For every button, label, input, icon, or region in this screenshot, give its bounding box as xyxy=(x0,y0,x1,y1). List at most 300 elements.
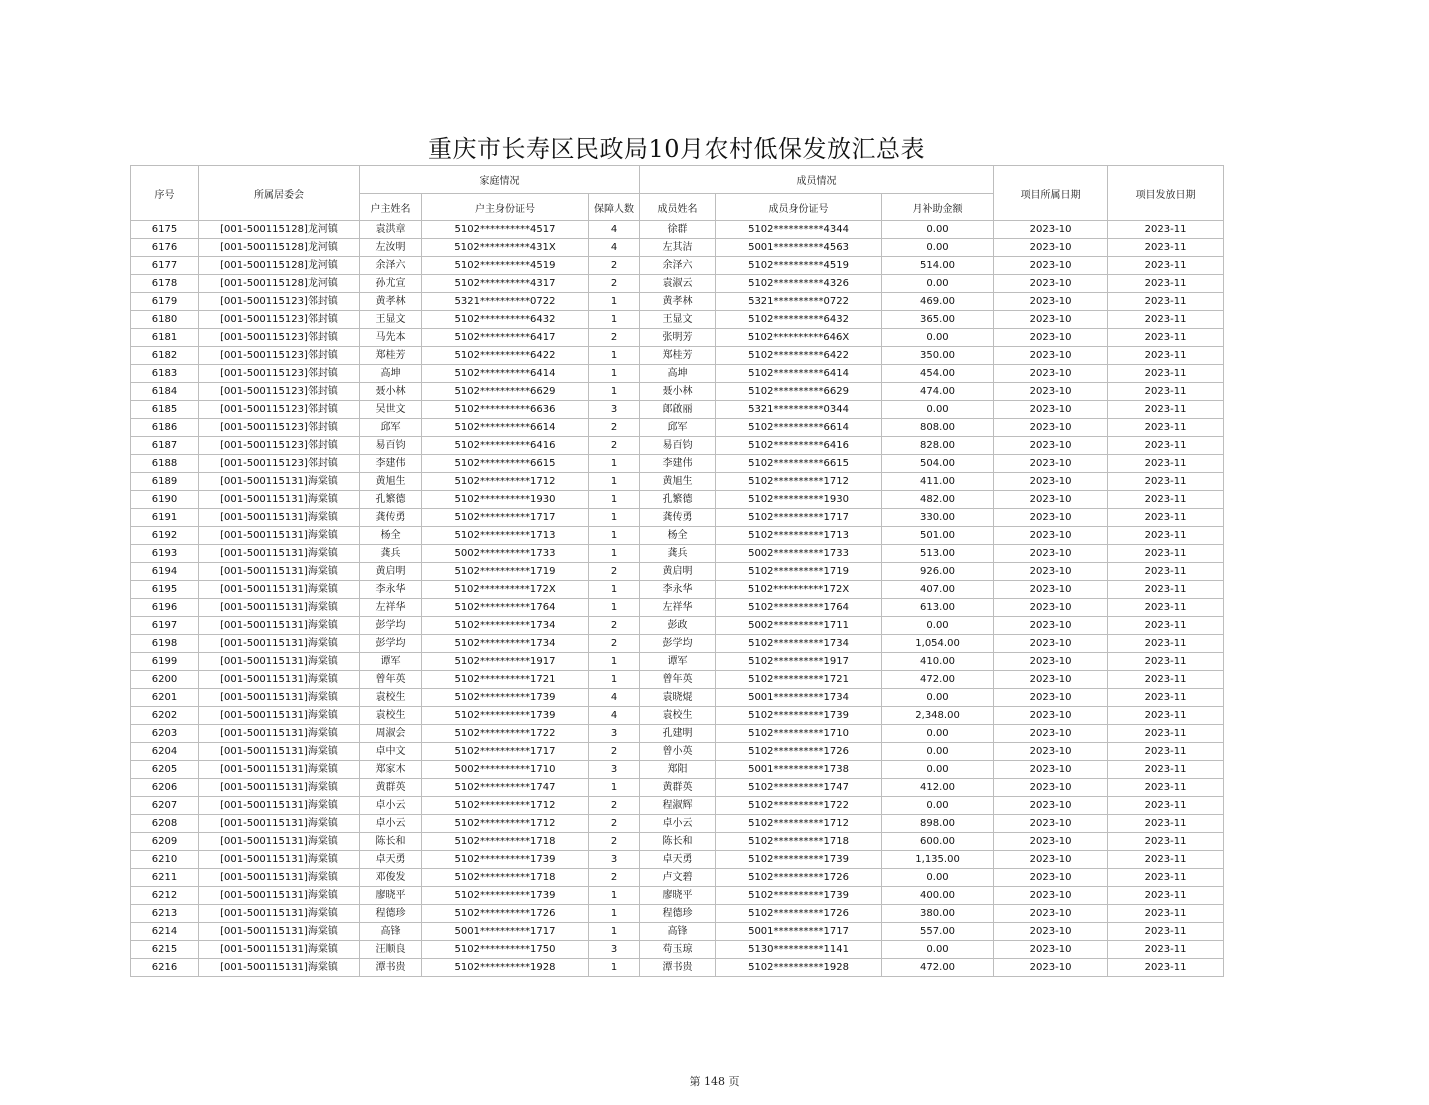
issue-cell: 2023-11 xyxy=(1108,311,1224,329)
covered-cell: 2 xyxy=(589,797,640,815)
subsidy-cell: 0.00 xyxy=(882,725,994,743)
head-name-cell: 易百钧 xyxy=(360,437,422,455)
member-id-cell: 5102**********1734 xyxy=(716,635,882,653)
member-name-cell: 龚兵 xyxy=(640,545,716,563)
covered-cell: 3 xyxy=(589,401,640,419)
member-name-cell: 张明芳 xyxy=(640,329,716,347)
member-id-cell: 5002**********1733 xyxy=(716,545,882,563)
issue-cell: 2023-11 xyxy=(1108,329,1224,347)
seq-cell: 6198 xyxy=(131,635,199,653)
head-id-cell: 5102**********1712 xyxy=(422,797,589,815)
head-id-cell: 5102**********1750 xyxy=(422,941,589,959)
header-issue: 项目发放日期 xyxy=(1108,166,1224,221)
head-id-cell: 5102**********1718 xyxy=(422,833,589,851)
covered-cell: 1 xyxy=(589,527,640,545)
member-id-cell: 5102**********1917 xyxy=(716,653,882,671)
subsidy-cell: 472.00 xyxy=(882,671,994,689)
head-name-cell: 邱军 xyxy=(360,419,422,437)
subsidy-cell: 514.00 xyxy=(882,257,994,275)
head-name-cell: 龚传勇 xyxy=(360,509,422,527)
subsidy-cell: 501.00 xyxy=(882,527,994,545)
covered-cell: 1 xyxy=(589,383,640,401)
period-cell: 2023-10 xyxy=(994,707,1108,725)
table-row xyxy=(131,797,1224,815)
member-id-cell: 5321**********0722 xyxy=(716,293,882,311)
table-row xyxy=(131,347,1224,365)
community-cell: [001-500115131]海棠镇 xyxy=(199,725,360,743)
period-cell: 2023-10 xyxy=(994,455,1108,473)
subsidy-cell: 0.00 xyxy=(882,239,994,257)
head-name-cell: 聂小林 xyxy=(360,383,422,401)
table-row xyxy=(131,383,1224,401)
head-id-cell: 5102**********6614 xyxy=(422,419,589,437)
table-row xyxy=(131,473,1224,491)
covered-cell: 1 xyxy=(589,455,640,473)
subsidy-cell: 557.00 xyxy=(882,923,994,941)
table-row xyxy=(131,545,1224,563)
head-id-cell: 5102**********1739 xyxy=(422,851,589,869)
period-cell: 2023-10 xyxy=(994,221,1108,239)
head-name-cell: 彭学均 xyxy=(360,635,422,653)
community-cell: [001-500115131]海棠镇 xyxy=(199,869,360,887)
issue-cell: 2023-11 xyxy=(1108,527,1224,545)
member-id-cell: 5102**********172X xyxy=(716,581,882,599)
member-id-cell: 5102**********1764 xyxy=(716,599,882,617)
head-id-cell: 5102**********1717 xyxy=(422,743,589,761)
subsidy-cell: 0.00 xyxy=(882,869,994,887)
seq-cell: 6200 xyxy=(131,671,199,689)
page-title: 重庆市长寿区民政局10月农村低保发放汇总表 xyxy=(427,135,926,163)
community-cell: [001-500115131]海棠镇 xyxy=(199,527,360,545)
community-cell: [001-500115131]海棠镇 xyxy=(199,617,360,635)
issue-cell: 2023-11 xyxy=(1108,401,1224,419)
member-name-cell: 孔建明 xyxy=(640,725,716,743)
community-cell: [001-500115131]海棠镇 xyxy=(199,851,360,869)
table-row xyxy=(131,275,1224,293)
community-cell: [001-500115131]海棠镇 xyxy=(199,887,360,905)
member-id-cell: 5102**********1722 xyxy=(716,797,882,815)
issue-cell: 2023-11 xyxy=(1108,905,1224,923)
member-id-cell: 5102**********1712 xyxy=(716,473,882,491)
period-cell: 2023-10 xyxy=(994,671,1108,689)
community-cell: [001-500115131]海棠镇 xyxy=(199,671,360,689)
subsidy-cell: 600.00 xyxy=(882,833,994,851)
community-cell: [001-500115131]海棠镇 xyxy=(199,923,360,941)
community-cell: [001-500115123]邻封镇 xyxy=(199,383,360,401)
seq-cell: 6216 xyxy=(131,959,199,977)
issue-cell: 2023-11 xyxy=(1108,491,1224,509)
head-id-cell: 5102**********6414 xyxy=(422,365,589,383)
member-id-cell: 5102**********1713 xyxy=(716,527,882,545)
issue-cell: 2023-11 xyxy=(1108,383,1224,401)
head-id-cell: 5102**********1721 xyxy=(422,671,589,689)
period-cell: 2023-10 xyxy=(994,293,1108,311)
period-cell: 2023-10 xyxy=(994,545,1108,563)
head-id-cell: 5321**********0722 xyxy=(422,293,589,311)
head-name-cell: 黄孝林 xyxy=(360,293,422,311)
member-id-cell: 5102**********6416 xyxy=(716,437,882,455)
period-cell: 2023-10 xyxy=(994,743,1108,761)
seq-cell: 6178 xyxy=(131,275,199,293)
member-name-cell: 彭学均 xyxy=(640,635,716,653)
issue-cell: 2023-11 xyxy=(1108,599,1224,617)
head-name-cell: 郑家木 xyxy=(360,761,422,779)
table-row xyxy=(131,671,1224,689)
period-cell: 2023-10 xyxy=(994,275,1108,293)
member-name-cell: 聂小林 xyxy=(640,383,716,401)
subsidy-cell: 472.00 xyxy=(882,959,994,977)
head-name-cell: 左汝明 xyxy=(360,239,422,257)
community-cell: [001-500115131]海棠镇 xyxy=(199,581,360,599)
covered-cell: 2 xyxy=(589,437,640,455)
covered-cell: 1 xyxy=(589,887,640,905)
head-name-cell: 孔繁德 xyxy=(360,491,422,509)
table-row xyxy=(131,311,1224,329)
covered-cell: 2 xyxy=(589,563,640,581)
covered-cell: 4 xyxy=(589,239,640,257)
member-name-cell: 袁晓焜 xyxy=(640,689,716,707)
member-name-cell: 王显文 xyxy=(640,311,716,329)
head-id-cell: 5102**********1747 xyxy=(422,779,589,797)
period-cell: 2023-10 xyxy=(994,491,1108,509)
community-cell: [001-500115131]海棠镇 xyxy=(199,545,360,563)
head-id-cell: 5002**********1710 xyxy=(422,761,589,779)
head-id-cell: 5102**********1719 xyxy=(422,563,589,581)
member-name-cell: 易百钧 xyxy=(640,437,716,455)
seq-cell: 6182 xyxy=(131,347,199,365)
member-name-cell: 李永华 xyxy=(640,581,716,599)
community-cell: [001-500115131]海棠镇 xyxy=(199,905,360,923)
member-id-cell: 5102**********1721 xyxy=(716,671,882,689)
head-id-cell: 5102**********1739 xyxy=(422,707,589,725)
head-name-cell: 袁校生 xyxy=(360,689,422,707)
issue-cell: 2023-11 xyxy=(1108,797,1224,815)
head-id-cell: 5102**********1717 xyxy=(422,509,589,527)
community-cell: [001-500115123]邻封镇 xyxy=(199,329,360,347)
head-id-cell: 5102**********1726 xyxy=(422,905,589,923)
community-cell: [001-500115123]邻封镇 xyxy=(199,347,360,365)
member-name-cell: 左祥华 xyxy=(640,599,716,617)
community-cell: [001-500115128]龙河镇 xyxy=(199,275,360,293)
subsidy-cell: 0.00 xyxy=(882,941,994,959)
subsidy-cell: 380.00 xyxy=(882,905,994,923)
head-name-cell: 黄启明 xyxy=(360,563,422,581)
subsidy-cell: 454.00 xyxy=(882,365,994,383)
subsidy-cell: 0.00 xyxy=(882,689,994,707)
subsidy-cell: 1,054.00 xyxy=(882,635,994,653)
header-community: 所属居委会 xyxy=(199,166,360,221)
issue-cell: 2023-11 xyxy=(1108,257,1224,275)
head-name-cell: 卓小云 xyxy=(360,797,422,815)
head-id-cell: 5102**********4517 xyxy=(422,221,589,239)
seq-cell: 6214 xyxy=(131,923,199,941)
seq-cell: 6176 xyxy=(131,239,199,257)
header-period: 项目所属日期 xyxy=(994,166,1108,221)
seq-cell: 6189 xyxy=(131,473,199,491)
community-cell: [001-500115131]海棠镇 xyxy=(199,797,360,815)
covered-cell: 4 xyxy=(589,689,640,707)
period-cell: 2023-10 xyxy=(994,419,1108,437)
head-name-cell: 周淑会 xyxy=(360,725,422,743)
table-row xyxy=(131,707,1224,725)
issue-cell: 2023-11 xyxy=(1108,761,1224,779)
covered-cell: 1 xyxy=(589,473,640,491)
member-name-cell: 孔繁德 xyxy=(640,491,716,509)
issue-cell: 2023-11 xyxy=(1108,779,1224,797)
head-name-cell: 余泽六 xyxy=(360,257,422,275)
head-id-cell: 5102**********1734 xyxy=(422,635,589,653)
issue-cell: 2023-11 xyxy=(1108,419,1224,437)
head-name-cell: 孙尤宣 xyxy=(360,275,422,293)
community-cell: [001-500115128]龙河镇 xyxy=(199,239,360,257)
subsidy-cell: 474.00 xyxy=(882,383,994,401)
table-row xyxy=(131,329,1224,347)
community-cell: [001-500115131]海棠镇 xyxy=(199,635,360,653)
member-name-cell: 高坤 xyxy=(640,365,716,383)
community-cell: [001-500115131]海棠镇 xyxy=(199,815,360,833)
member-name-cell: 黄孝林 xyxy=(640,293,716,311)
period-cell: 2023-10 xyxy=(994,617,1108,635)
member-name-cell: 余泽六 xyxy=(640,257,716,275)
header-covered: 保障人数 xyxy=(589,194,640,221)
subsidy-cell: 482.00 xyxy=(882,491,994,509)
head-name-cell: 王显文 xyxy=(360,311,422,329)
issue-cell: 2023-11 xyxy=(1108,725,1224,743)
period-cell: 2023-10 xyxy=(994,923,1108,941)
covered-cell: 2 xyxy=(589,743,640,761)
community-cell: [001-500115123]邻封镇 xyxy=(199,365,360,383)
period-cell: 2023-10 xyxy=(994,797,1108,815)
subsidy-cell: 407.00 xyxy=(882,581,994,599)
head-id-cell: 5102**********1739 xyxy=(422,887,589,905)
table-row xyxy=(131,779,1224,797)
seq-cell: 6215 xyxy=(131,941,199,959)
head-name-cell: 李永华 xyxy=(360,581,422,599)
subsidy-cell: 350.00 xyxy=(882,347,994,365)
subsidy-cell: 0.00 xyxy=(882,329,994,347)
period-cell: 2023-10 xyxy=(994,761,1108,779)
period-cell: 2023-10 xyxy=(994,365,1108,383)
covered-cell: 4 xyxy=(589,707,640,725)
header-member-id: 成员身份证号 xyxy=(716,194,882,221)
issue-cell: 2023-11 xyxy=(1108,743,1224,761)
period-cell: 2023-10 xyxy=(994,653,1108,671)
seq-cell: 6193 xyxy=(131,545,199,563)
period-cell: 2023-10 xyxy=(994,599,1108,617)
header-seq: 序号 xyxy=(131,166,199,221)
covered-cell: 3 xyxy=(589,941,640,959)
subsidy-cell: 0.00 xyxy=(882,221,994,239)
covered-cell: 2 xyxy=(589,833,640,851)
period-cell: 2023-10 xyxy=(994,401,1108,419)
issue-cell: 2023-11 xyxy=(1108,851,1224,869)
subsidy-cell: 1,135.00 xyxy=(882,851,994,869)
issue-cell: 2023-11 xyxy=(1108,887,1224,905)
head-name-cell: 谭军 xyxy=(360,653,422,671)
member-id-cell: 5102**********1739 xyxy=(716,887,882,905)
issue-cell: 2023-11 xyxy=(1108,635,1224,653)
subsidy-cell: 400.00 xyxy=(882,887,994,905)
member-name-cell: 陈长和 xyxy=(640,833,716,851)
period-cell: 2023-10 xyxy=(994,941,1108,959)
head-id-cell: 5002**********1733 xyxy=(422,545,589,563)
head-name-cell: 袁洪章 xyxy=(360,221,422,239)
member-name-cell: 黄群英 xyxy=(640,779,716,797)
covered-cell: 3 xyxy=(589,725,640,743)
member-id-cell: 5102**********6614 xyxy=(716,419,882,437)
community-cell: [001-500115123]邻封镇 xyxy=(199,311,360,329)
member-id-cell: 5102**********1712 xyxy=(716,815,882,833)
header-head-id: 户主身份证号 xyxy=(422,194,589,221)
member-name-cell: 曾小英 xyxy=(640,743,716,761)
covered-cell: 1 xyxy=(589,599,640,617)
community-cell: [001-500115131]海棠镇 xyxy=(199,743,360,761)
member-name-cell: 卓小云 xyxy=(640,815,716,833)
head-id-cell: 5001**********1717 xyxy=(422,923,589,941)
member-id-cell: 5102**********1726 xyxy=(716,869,882,887)
head-id-cell: 5102**********172X xyxy=(422,581,589,599)
head-id-cell: 5102**********1722 xyxy=(422,725,589,743)
subsidy-cell: 0.00 xyxy=(882,617,994,635)
member-id-cell: 5102**********6615 xyxy=(716,455,882,473)
community-cell: [001-500115131]海棠镇 xyxy=(199,491,360,509)
covered-cell: 1 xyxy=(589,491,640,509)
seq-cell: 6179 xyxy=(131,293,199,311)
covered-cell: 1 xyxy=(589,509,640,527)
period-cell: 2023-10 xyxy=(994,437,1108,455)
head-name-cell: 邓俊发 xyxy=(360,869,422,887)
subsidy-cell: 0.00 xyxy=(882,401,994,419)
issue-cell: 2023-11 xyxy=(1108,293,1224,311)
table-row xyxy=(131,437,1224,455)
relief-table xyxy=(130,165,1224,977)
head-id-cell: 5102**********4317 xyxy=(422,275,589,293)
table-row xyxy=(131,563,1224,581)
subsidy-cell: 613.00 xyxy=(882,599,994,617)
member-name-cell: 黄旭生 xyxy=(640,473,716,491)
member-id-cell: 5102**********1928 xyxy=(716,959,882,977)
table-row xyxy=(131,455,1224,473)
head-name-cell: 卓中文 xyxy=(360,743,422,761)
community-cell: [001-500115131]海棠镇 xyxy=(199,761,360,779)
covered-cell: 2 xyxy=(589,257,640,275)
seq-cell: 6197 xyxy=(131,617,199,635)
member-name-cell: 杨全 xyxy=(640,527,716,545)
member-name-cell: 邱军 xyxy=(640,419,716,437)
issue-cell: 2023-11 xyxy=(1108,455,1224,473)
covered-cell: 1 xyxy=(589,959,640,977)
head-name-cell: 陈长和 xyxy=(360,833,422,851)
seq-cell: 6204 xyxy=(131,743,199,761)
table-row xyxy=(131,725,1224,743)
community-cell: [001-500115131]海棠镇 xyxy=(199,599,360,617)
seq-cell: 6210 xyxy=(131,851,199,869)
table-row xyxy=(131,581,1224,599)
table-row xyxy=(131,959,1224,977)
member-id-cell: 5001**********1717 xyxy=(716,923,882,941)
covered-cell: 1 xyxy=(589,365,640,383)
covered-cell: 2 xyxy=(589,617,640,635)
head-id-cell: 5102**********6417 xyxy=(422,329,589,347)
covered-cell: 2 xyxy=(589,815,640,833)
member-id-cell: 5102**********1719 xyxy=(716,563,882,581)
member-id-cell: 5102**********4326 xyxy=(716,275,882,293)
member-name-cell: 郑阳 xyxy=(640,761,716,779)
covered-cell: 4 xyxy=(589,221,640,239)
community-cell: [001-500115131]海棠镇 xyxy=(199,653,360,671)
table-row xyxy=(131,761,1224,779)
member-id-cell: 5102**********1726 xyxy=(716,905,882,923)
header-member-group: 成员情况 xyxy=(640,166,994,194)
community-cell: [001-500115131]海棠镇 xyxy=(199,833,360,851)
table-row xyxy=(131,365,1224,383)
member-name-cell: 程德珍 xyxy=(640,905,716,923)
table-row xyxy=(131,815,1224,833)
period-cell: 2023-10 xyxy=(994,239,1108,257)
issue-cell: 2023-11 xyxy=(1108,959,1224,977)
member-id-cell: 5102**********1739 xyxy=(716,851,882,869)
subsidy-cell: 898.00 xyxy=(882,815,994,833)
seq-cell: 6203 xyxy=(131,725,199,743)
issue-cell: 2023-11 xyxy=(1108,275,1224,293)
subsidy-cell: 808.00 xyxy=(882,419,994,437)
period-cell: 2023-10 xyxy=(994,311,1108,329)
seq-cell: 6212 xyxy=(131,887,199,905)
issue-cell: 2023-11 xyxy=(1108,941,1224,959)
period-cell: 2023-10 xyxy=(994,887,1108,905)
covered-cell: 1 xyxy=(589,545,640,563)
table-row xyxy=(131,833,1224,851)
head-name-cell: 曾年英 xyxy=(360,671,422,689)
subsidy-cell: 513.00 xyxy=(882,545,994,563)
seq-cell: 6195 xyxy=(131,581,199,599)
member-id-cell: 5002**********1711 xyxy=(716,617,882,635)
table-row xyxy=(131,617,1224,635)
table-row xyxy=(131,923,1224,941)
header-member-name: 成员姓名 xyxy=(640,194,716,221)
head-name-cell: 马先本 xyxy=(360,329,422,347)
table-row xyxy=(131,905,1224,923)
table-body xyxy=(131,221,1224,977)
subsidy-cell: 828.00 xyxy=(882,437,994,455)
table-row xyxy=(131,491,1224,509)
issue-cell: 2023-11 xyxy=(1108,833,1224,851)
member-id-cell: 5001**********4563 xyxy=(716,239,882,257)
community-cell: [001-500115131]海棠镇 xyxy=(199,473,360,491)
table-row xyxy=(131,599,1224,617)
subsidy-cell: 365.00 xyxy=(882,311,994,329)
member-id-cell: 5102**********4519 xyxy=(716,257,882,275)
community-cell: [001-500115131]海棠镇 xyxy=(199,509,360,527)
table-row xyxy=(131,851,1224,869)
covered-cell: 2 xyxy=(589,275,640,293)
member-id-cell: 5102**********1739 xyxy=(716,707,882,725)
head-name-cell: 卓天勇 xyxy=(360,851,422,869)
head-id-cell: 5102**********1718 xyxy=(422,869,589,887)
covered-cell: 1 xyxy=(589,293,640,311)
seq-cell: 6213 xyxy=(131,905,199,923)
seq-cell: 6192 xyxy=(131,527,199,545)
member-name-cell: 徐群 xyxy=(640,221,716,239)
member-id-cell: 5102**********6422 xyxy=(716,347,882,365)
head-id-cell: 5102**********1917 xyxy=(422,653,589,671)
member-id-cell: 5321**********0344 xyxy=(716,401,882,419)
table-row xyxy=(131,653,1224,671)
head-id-cell: 5102**********1713 xyxy=(422,527,589,545)
head-name-cell: 杨全 xyxy=(360,527,422,545)
subsidy-cell: 0.00 xyxy=(882,275,994,293)
subsidy-cell: 0.00 xyxy=(882,743,994,761)
